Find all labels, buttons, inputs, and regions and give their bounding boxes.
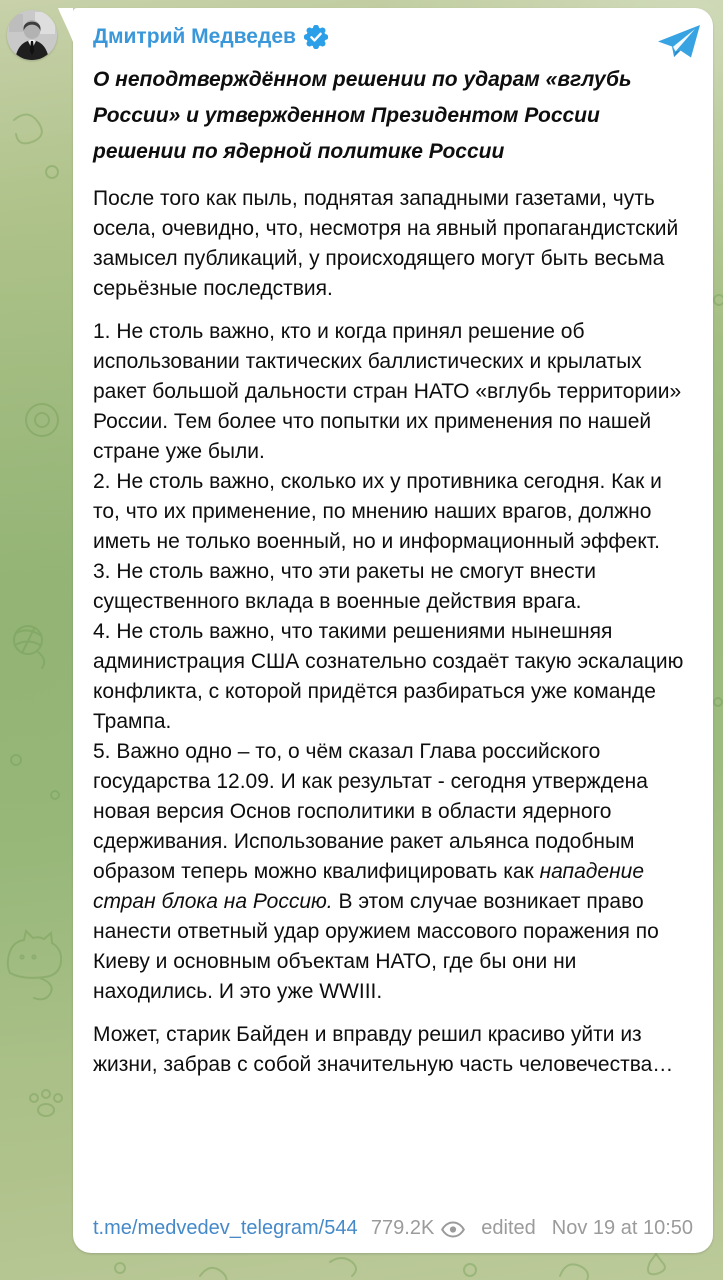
post-body xyxy=(93,184,693,1080)
channel-header xyxy=(93,24,693,50)
post-meta xyxy=(371,1215,693,1241)
post-title: О неподтверждённом решении по ударам «вглубь России» и утвержденном Президентом России решении по ядерной политике России xyxy=(93,68,632,163)
channel-name[interactable]: Дмитрий Медведев xyxy=(93,25,296,48)
post-paragraph: 2. Не столь важно, сколько их у противника сегодня. Как и то, что их применение, по мнению наших врагов, должно иметь не только военный, но и информационный эффект. xyxy=(93,470,662,553)
avatar-photo xyxy=(7,10,57,60)
telegram-plane-icon[interactable] xyxy=(657,24,701,58)
view-count: 779.2K xyxy=(370,1217,435,1239)
post-link[interactable]: t.me/medvedev_telegram/544 xyxy=(93,1217,358,1239)
post-paragraph: После того как пыль, поднятая западными газетами, чуть осела, очевидно, что, несмотря на явный пропагандистский замысел публикаций, у происходящего могут быть весьма серьёзные последствия. xyxy=(93,187,679,300)
post-paragraph: 1. Не столь важно, кто и когда принял решение об использовании тактических баллистических и крылатых ракет большой дальности стран НАТО «вглубь территории» России. Тем более что попытки их применения по нашей стране уже были. xyxy=(93,320,682,463)
avatar[interactable] xyxy=(7,10,57,60)
bubble-tail xyxy=(57,8,73,42)
edited-label: edited xyxy=(481,1217,536,1239)
timestamp: Nov 19 at 10:50 xyxy=(551,1217,693,1239)
message-bubble xyxy=(73,8,713,1253)
post-footer xyxy=(93,1215,693,1241)
verified-badge-icon xyxy=(304,25,328,49)
post-paragraph: 5. Важно одно – то, о чём сказал Глава российского государства 12.09. И как результат - сегодня утверждена новая версия Основ госполитики в области ядерного сдерживания. Использование ракет альянса подобным образом теперь можно квалифицировать как нападение стран блока на Россию. В этом случае возникает право нанести ответный удар оружием массового поражения по Киеву и основным объектам НАТО, где бы они ни находились. И это уже WWIII. xyxy=(93,740,659,1003)
eye-icon xyxy=(441,1221,465,1238)
post-paragraph: 4. Не столь важно, что такими решениями нынешняя администрация США сознательно создаёт такую эскалацию конфликта, с которой придётся разбираться уже команде Трампа. xyxy=(93,620,684,733)
post-paragraph: Может, старик Байден и вправду решил красиво уйти из жизни, забрав с собой значительную часть человечества… xyxy=(93,1023,674,1076)
post-paragraph: 3. Не столь важно, что эти ракеты не смогут внести существенного вклада в военные действия врага. xyxy=(93,560,596,613)
